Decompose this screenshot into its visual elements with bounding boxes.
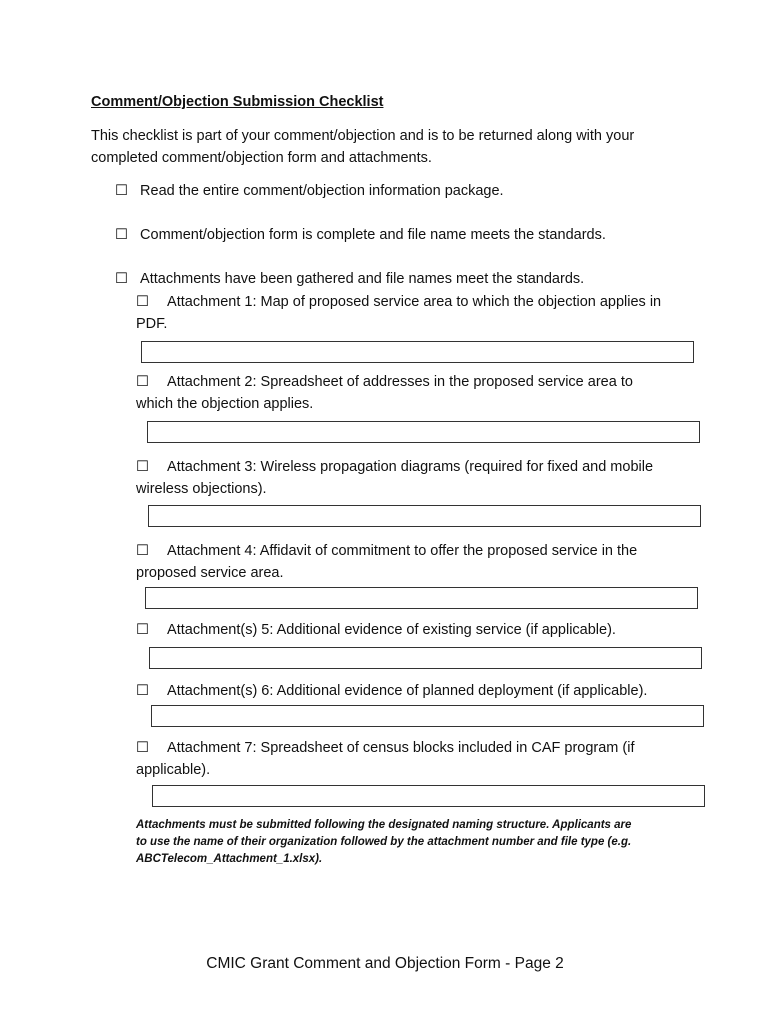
attachment-7-file-field[interactable] (152, 785, 705, 807)
attachment-6-file-field[interactable] (151, 705, 704, 727)
attachment-7-label-cont: applicable). (136, 762, 211, 778)
checkbox-icon[interactable]: ☐ (115, 183, 128, 199)
attachment-1-file-field[interactable] (141, 341, 694, 363)
checklist-item-label: Read the entire comment/objection information package. (140, 183, 504, 199)
attachment-6-checkbox-row[interactable] (136, 680, 647, 702)
attachment-4-file-field[interactable] (145, 587, 698, 609)
attachment-4-label: Attachment 4: Affidavit of commitment to offer the proposed service in the (167, 543, 638, 559)
naming-note-line-3: ABCTelecom_Attachment_1.xlsx). (136, 853, 323, 865)
checklist-item-label: Comment/objection form is complete and file name meets the standards. (140, 227, 606, 243)
attachment-1-label: Attachment 1: Map of proposed service area to which the objection applies in (167, 294, 662, 310)
attachment-4-label-cont: proposed service area. (136, 565, 284, 581)
checklist-item-read-package[interactable] (115, 180, 504, 202)
page-footer: CMIC Grant Comment and Objection Form - Page 2 (206, 955, 564, 972)
checklist-item-attachments-gathered[interactable] (115, 268, 584, 290)
attachment-3-label: Attachment 3: Wireless propagation diagrams (required for fixed and mobile (167, 459, 654, 475)
attachment-3-file-field[interactable] (148, 505, 701, 527)
attachment-6-label: Attachment(s) 6: Additional evidence of planned deployment (if applicable). (167, 683, 648, 699)
attachment-3-label-cont: wireless objections). (136, 481, 267, 497)
checkbox-icon[interactable]: ☐ (115, 227, 128, 243)
checkbox-icon[interactable]: ☐ (136, 622, 149, 638)
attachment-2-file-field[interactable] (147, 421, 700, 443)
attachment-1-label-cont: PDF. (136, 316, 168, 332)
checkbox-icon[interactable]: ☐ (136, 543, 149, 559)
attachment-7-checkbox-row[interactable] (136, 737, 635, 759)
attachment-7-label: Attachment 7: Spreadsheet of census blocks included in CAF program (if (167, 740, 635, 756)
intro-line-1: This checklist is part of your comment/objection and is to be returned along with your (91, 128, 635, 144)
naming-note-line-2: to use the name of their organization followed by the attachment number and file type (e.g. (136, 836, 632, 848)
checkbox-icon[interactable]: ☐ (136, 683, 149, 699)
attachment-5-file-field[interactable] (149, 647, 702, 669)
attachment-2-checkbox-row[interactable] (136, 371, 633, 393)
checkbox-icon[interactable]: ☐ (136, 459, 149, 475)
checkbox-icon[interactable]: ☐ (115, 271, 128, 287)
checklist-item-label: Attachments have been gathered and file names meet the standards. (140, 271, 585, 287)
checkbox-icon[interactable]: ☐ (136, 740, 149, 756)
attachment-1-checkbox-row[interactable] (136, 291, 661, 313)
attachment-2-label: Attachment 2: Spreadsheet of addresses in the proposed service area to (167, 374, 633, 390)
checkbox-icon[interactable]: ☐ (136, 294, 149, 310)
page-title: Comment/Objection Submission Checklist (91, 94, 384, 110)
attachment-3-checkbox-row[interactable] (136, 456, 653, 478)
checklist-item-form-complete[interactable] (115, 224, 606, 246)
naming-note-line-1: Attachments must be submitted following the designated naming structure. Applicants are (136, 819, 632, 831)
checkbox-icon[interactable]: ☐ (136, 374, 149, 390)
attachment-2-label-cont: which the objection applies. (136, 396, 314, 412)
intro-line-2: completed comment/objection form and attachments. (91, 150, 432, 166)
attachment-4-checkbox-row[interactable] (136, 540, 637, 562)
attachment-5-checkbox-row[interactable] (136, 619, 616, 641)
attachment-5-label: Attachment(s) 5: Additional evidence of existing service (if applicable). (167, 622, 616, 638)
